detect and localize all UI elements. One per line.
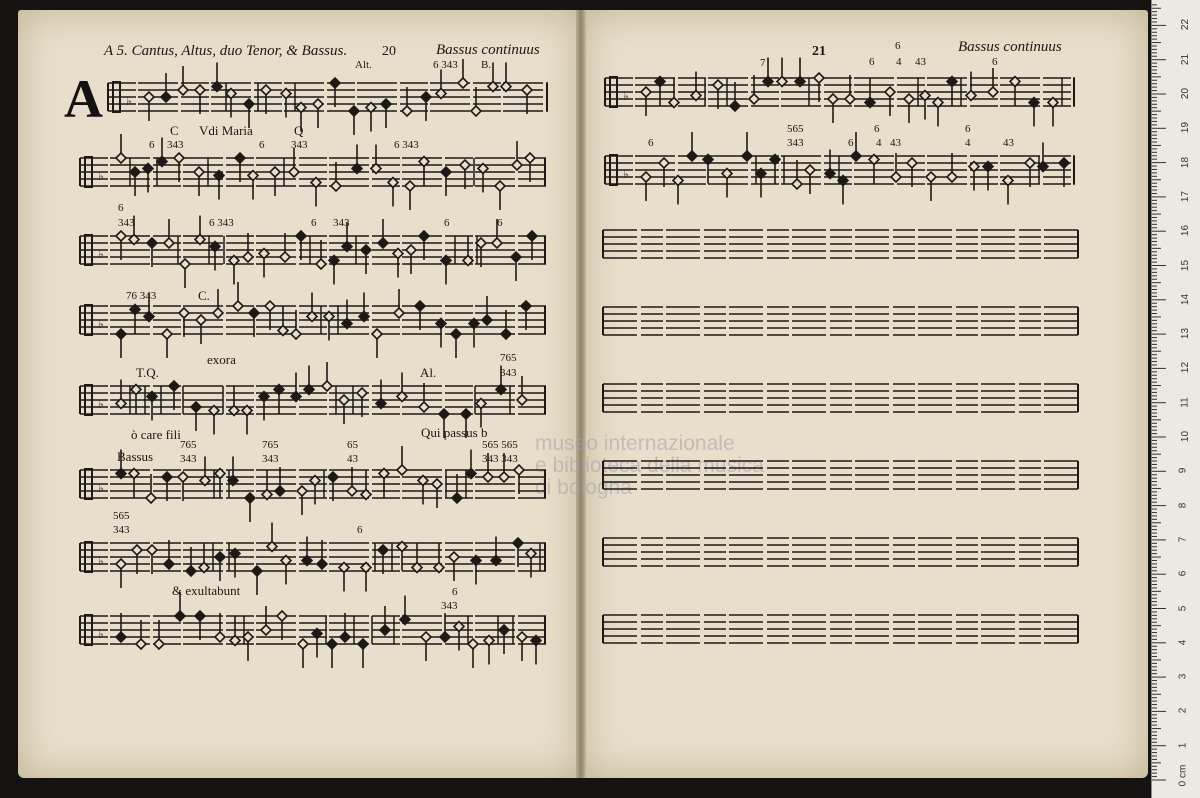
note — [361, 245, 371, 255]
svg-text:♭: ♭ — [98, 481, 104, 495]
figured-bass: 6 — [895, 40, 901, 52]
note — [402, 106, 412, 116]
note — [261, 625, 271, 635]
note — [132, 545, 142, 555]
note — [514, 465, 524, 475]
note — [461, 409, 471, 419]
note — [926, 172, 936, 182]
note — [439, 409, 449, 419]
note — [432, 479, 442, 489]
note — [213, 308, 223, 318]
note — [322, 381, 332, 391]
note — [317, 559, 327, 569]
note — [233, 301, 243, 311]
measurement-ruler — [1151, 0, 1200, 798]
blank-staff-3 — [603, 376, 1079, 436]
note — [316, 259, 326, 269]
note — [522, 85, 532, 95]
note — [277, 611, 287, 621]
note — [415, 301, 425, 311]
figured-bass: 43 — [1003, 137, 1014, 149]
note — [641, 87, 651, 97]
note — [441, 167, 451, 177]
note — [328, 472, 338, 482]
note — [146, 493, 156, 503]
note — [394, 308, 404, 318]
figured-bass: 6 — [869, 56, 875, 68]
note — [904, 94, 914, 104]
note — [406, 245, 416, 255]
staff-right-2 — [605, 148, 1075, 208]
note — [340, 632, 350, 642]
ruler-label: 1 — [1177, 742, 1189, 748]
blank-staff-6 — [603, 607, 1079, 667]
note — [154, 639, 164, 649]
note — [792, 179, 802, 189]
part-header: A 5. Cantus, Altus, duo Tenor, & Bassus. — [104, 43, 348, 59]
figured-bass: 6 — [452, 586, 458, 598]
figured-bass: 6 — [357, 524, 363, 536]
note — [492, 238, 502, 248]
note — [687, 151, 697, 161]
note — [178, 85, 188, 95]
svg-text:♭: ♭ — [98, 397, 104, 411]
svg-text:♭: ♭ — [98, 169, 104, 183]
staff-left-2 — [80, 150, 546, 210]
figured-bass: 6 — [311, 217, 317, 229]
note — [659, 158, 669, 168]
book-gutter — [576, 10, 586, 778]
note — [215, 632, 225, 642]
note — [186, 566, 196, 576]
figured-bass: 6 — [259, 139, 265, 151]
note — [512, 160, 522, 170]
note — [988, 87, 998, 97]
figured-bass: 6 — [497, 217, 503, 229]
voice-cue: C. — [198, 288, 210, 303]
note — [116, 329, 126, 339]
note — [161, 92, 171, 102]
ruler-label: 2 — [1177, 708, 1189, 714]
svg-text:♭: ♭ — [98, 627, 104, 641]
blank-staff-2 — [603, 299, 1079, 359]
lyric-text: & exultabunt — [172, 583, 241, 598]
figured-bass: 343 — [291, 139, 308, 151]
note — [517, 395, 527, 405]
svg-text:♭: ♭ — [623, 167, 629, 181]
figured-bass: 6 343 — [209, 217, 234, 229]
page-number-right: 21 — [812, 44, 826, 59]
figured-bass: 343 — [113, 524, 130, 536]
note — [252, 566, 262, 576]
note — [270, 167, 280, 177]
svg-text:♭: ♭ — [98, 247, 104, 261]
note — [845, 94, 855, 104]
note — [313, 99, 323, 109]
staff-left-1 — [108, 75, 548, 138]
note — [499, 625, 509, 635]
note — [730, 101, 740, 111]
note — [885, 87, 895, 97]
svg-text:♭: ♭ — [126, 94, 132, 108]
note — [405, 181, 415, 191]
ruler-label: 22 — [1180, 19, 1192, 31]
note — [327, 639, 337, 649]
ruler-label: 13 — [1180, 328, 1192, 340]
ruler-label: 10 — [1180, 430, 1192, 443]
voice-cue: Al. — [420, 365, 437, 380]
figured-bass: 43 — [890, 137, 901, 149]
note — [419, 402, 429, 412]
lyric-text: Qui passus b — [421, 425, 488, 440]
note — [1025, 158, 1035, 168]
note — [381, 99, 391, 109]
note — [521, 301, 531, 311]
note — [174, 153, 184, 163]
note — [814, 73, 824, 83]
note — [175, 611, 185, 621]
note — [275, 486, 285, 496]
watermark-line: di bologna — [535, 476, 632, 500]
figured-bass: 565 565 — [482, 439, 518, 451]
note — [517, 632, 527, 642]
staff-right-1 — [605, 70, 1075, 130]
ruler-label: 0 cm — [1177, 764, 1189, 787]
note — [501, 329, 511, 339]
note — [749, 94, 759, 104]
figured-bass: 6 — [149, 139, 155, 151]
note — [742, 151, 752, 161]
ruler-label: 18 — [1180, 156, 1192, 168]
note — [713, 80, 723, 90]
ruler-label: 16 — [1180, 225, 1192, 237]
note — [468, 639, 478, 649]
note — [421, 632, 431, 642]
note — [164, 238, 174, 248]
note — [291, 329, 301, 339]
note — [339, 395, 349, 405]
figured-bass: 65 — [347, 439, 358, 451]
watermark-line: museo internazionale — [535, 432, 735, 455]
note — [511, 252, 521, 262]
note — [116, 559, 126, 569]
note — [195, 611, 205, 621]
staff-left-3 — [80, 228, 546, 288]
figured-bass: 6 343 — [433, 59, 458, 71]
note — [641, 172, 651, 182]
ruler-label: 11 — [1179, 396, 1191, 408]
figured-bass: 6 — [648, 137, 654, 149]
figured-bass: 43 — [347, 453, 358, 465]
note — [805, 165, 815, 175]
note — [378, 545, 388, 555]
figured-bass: 565 — [113, 510, 130, 522]
note — [458, 78, 468, 88]
note — [136, 639, 146, 649]
figured-bass: 6 — [118, 202, 124, 214]
figured-bass: 76 343 — [126, 290, 157, 302]
note — [482, 315, 492, 325]
staff-left-8 — [80, 608, 546, 668]
figured-bass: 343 — [333, 217, 350, 229]
note — [495, 181, 505, 191]
note — [261, 85, 271, 95]
figured-bass: 6 — [444, 217, 450, 229]
note — [162, 329, 172, 339]
note — [169, 381, 179, 391]
lyric-text: exora — [207, 352, 236, 367]
note — [162, 472, 172, 482]
page-number-left: 20 — [382, 44, 396, 59]
note — [947, 172, 957, 182]
note — [471, 106, 481, 116]
figured-bass: 6 — [874, 123, 880, 135]
note — [235, 153, 245, 163]
note — [244, 99, 254, 109]
ruler-label: 5 — [1177, 605, 1189, 611]
note — [451, 329, 461, 339]
note — [440, 632, 450, 642]
ruler-label: 6 — [1177, 570, 1189, 577]
figured-bass: 343 — [118, 217, 135, 229]
figured-bass: 343 — [167, 139, 184, 151]
ruler-label: 17 — [1180, 190, 1192, 202]
staff-left-6 — [80, 462, 546, 522]
note — [331, 181, 341, 191]
note — [907, 158, 917, 168]
watermark-line: e biblioteca della musica — [535, 454, 764, 478]
voice-cue: Alt. — [355, 59, 372, 71]
ruler-label: 15 — [1180, 259, 1192, 271]
ruler-label: 9 — [1177, 468, 1189, 474]
note — [116, 231, 126, 241]
figured-bass: 765 — [180, 439, 197, 451]
svg-text:♭: ♭ — [98, 317, 104, 331]
lyric-text: Vdi Maria — [199, 123, 253, 138]
figured-bass: 343 — [441, 600, 458, 612]
figured-bass: 565 — [787, 123, 804, 135]
figured-bass: 4 — [896, 56, 902, 68]
note — [194, 167, 204, 177]
figured-bass: 6 — [848, 137, 854, 149]
blank-staff-1 — [603, 222, 1079, 282]
note — [144, 92, 154, 102]
note — [452, 493, 462, 503]
figured-bass: 6 — [992, 56, 998, 68]
note — [483, 472, 493, 482]
ruler-ticks — [1152, 0, 1200, 798]
note — [215, 552, 225, 562]
ruler-label: 19 — [1180, 122, 1192, 134]
note — [196, 315, 206, 325]
note — [191, 402, 201, 412]
voice-cue: B. — [481, 59, 492, 71]
figured-bass: 343 — [787, 137, 804, 149]
staff-left-4 — [80, 298, 546, 358]
blank-staff-4 — [603, 453, 1079, 513]
note — [178, 472, 188, 482]
ruler-label: 7 — [1177, 536, 1189, 543]
note — [249, 308, 259, 318]
figured-bass: 43 — [915, 56, 926, 68]
bassus-continuus-label-right: Bassus continuus — [958, 39, 1062, 55]
decorated-initial: A — [64, 69, 103, 129]
note — [851, 151, 861, 161]
note — [298, 639, 308, 649]
note — [147, 238, 157, 248]
note — [245, 493, 255, 503]
note — [347, 486, 357, 496]
note — [195, 85, 205, 95]
note — [130, 167, 140, 177]
voice-cue: C — [170, 123, 179, 138]
staff-left-7 — [80, 535, 546, 598]
ruler-label: 8 — [1177, 502, 1189, 508]
note — [289, 167, 299, 177]
note — [243, 252, 253, 262]
note — [1059, 158, 1069, 168]
note — [116, 632, 126, 642]
note — [330, 78, 340, 88]
note — [280, 252, 290, 262]
note — [449, 552, 459, 562]
figured-bass: 343 — [262, 453, 279, 465]
note — [296, 231, 306, 241]
note — [891, 172, 901, 182]
bassus-continuus-label-left: Bassus continuus — [436, 42, 540, 58]
note — [179, 308, 189, 318]
note — [357, 388, 367, 398]
figured-bass: 343 — [180, 453, 197, 465]
note — [180, 259, 190, 269]
voice-cue: T.Q. — [136, 365, 159, 380]
ruler-label: 4 — [1177, 639, 1189, 646]
ruler-label: 20 — [1180, 87, 1192, 100]
note — [378, 238, 388, 248]
figured-bass: 4 — [965, 137, 971, 149]
figured-bass: 343 — [500, 367, 517, 379]
note — [164, 559, 174, 569]
note — [499, 472, 509, 482]
ruler-label: 14 — [1180, 293, 1192, 305]
figured-bass: 765 — [262, 439, 279, 451]
note — [828, 94, 838, 104]
note — [147, 545, 157, 555]
voice-cue: Bassus — [117, 449, 154, 464]
figured-bass: 765 — [500, 352, 517, 364]
note — [372, 329, 382, 339]
note — [397, 465, 407, 475]
staff-left-5 — [80, 378, 546, 438]
ruler-label: 12 — [1180, 362, 1192, 374]
note — [421, 92, 431, 102]
note — [419, 231, 429, 241]
ruler-label: 3 — [1177, 673, 1189, 680]
note — [527, 231, 537, 241]
voice-cue: Q — [294, 123, 304, 138]
figured-bass: 7 — [760, 57, 766, 69]
svg-text:♭: ♭ — [98, 554, 104, 568]
svg-text:♭: ♭ — [623, 89, 629, 103]
note — [116, 153, 126, 163]
figured-bass: 6 343 — [394, 139, 419, 151]
note — [297, 486, 307, 496]
figured-bass: 4 — [876, 137, 882, 149]
note — [513, 538, 523, 548]
note — [349, 106, 359, 116]
ruler-label: 21 — [1180, 53, 1192, 65]
lyric-text: ò care fili — [131, 427, 181, 442]
note — [380, 625, 390, 635]
note — [460, 160, 470, 170]
blank-staff-5 — [603, 530, 1079, 590]
note — [358, 639, 368, 649]
figured-bass: 343 343 — [482, 453, 518, 465]
note — [525, 153, 535, 163]
note — [265, 301, 275, 311]
figured-bass: 6 — [965, 123, 971, 135]
